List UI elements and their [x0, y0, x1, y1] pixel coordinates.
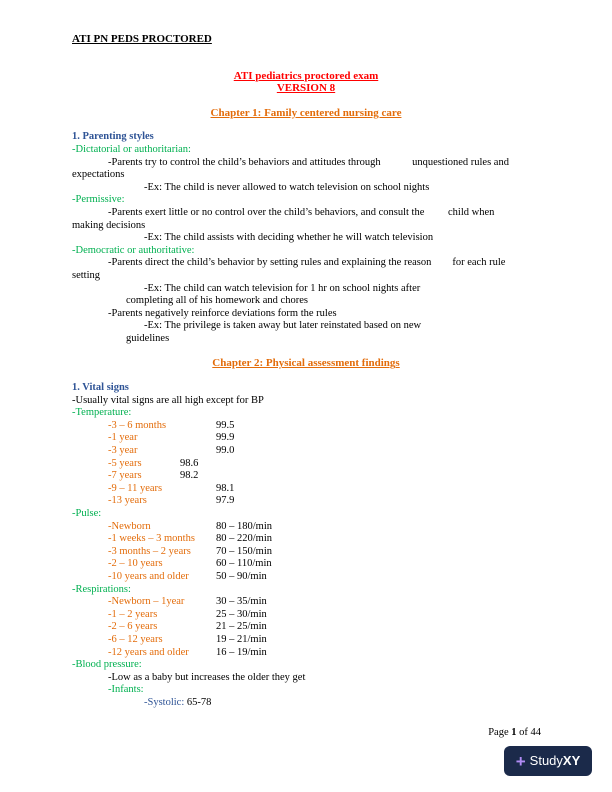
vital-row	[72, 521, 540, 534]
studyxy-logo-study: Study	[529, 752, 563, 768]
vital-row	[72, 621, 540, 634]
vital-row-value: 60 – 110/min	[216, 558, 272, 570]
vital-row-value: 98.6	[180, 457, 199, 469]
vital-row-value: 99.5	[216, 419, 235, 431]
text-line: -Blood pressure:	[72, 659, 142, 671]
vital-row-value: 98.1	[216, 482, 235, 494]
text-line: -Ex: The child can watch television for 1 hr on school nights after	[144, 282, 421, 294]
text-line: -Ex: The child assists with deciding whether he will watch television	[144, 232, 434, 244]
vital-row-value: 70 – 150/min	[216, 545, 273, 557]
studyxy-logo-xy: XY	[562, 752, 581, 768]
plus-icon: +	[515, 751, 526, 771]
document-title	[72, 70, 540, 95]
vital-row-label: -5 years	[108, 457, 142, 469]
section-heading: 1. Parenting styles	[72, 131, 154, 143]
text-line: -Low as a baby but increases the older they get	[108, 671, 306, 683]
vital-row	[72, 609, 540, 622]
vital-row-label: -9 – 11 years	[108, 482, 163, 494]
text-line: -Respirations:	[72, 583, 131, 595]
vital-row-label: -13 years	[108, 495, 147, 507]
vital-row	[72, 571, 540, 584]
text-line: -Dictatorial or authoritarian:	[72, 143, 191, 155]
vital-row	[72, 432, 540, 445]
page-footer	[488, 727, 541, 740]
footer-page-prefix: Page	[488, 727, 512, 738]
vital-row	[72, 470, 540, 483]
vital-row-label: -2 – 10 years	[108, 558, 163, 570]
vital-row-label: -1 – 2 years	[108, 608, 158, 620]
text-line: -Parents try to control the child’s behaviors and attitudes through unquestioned rules and	[108, 156, 509, 168]
vital-row-label: -10 years and older	[108, 570, 189, 582]
text-line: -Infants:	[108, 684, 144, 696]
vital-row-label: -3 months – 2 years	[108, 545, 191, 557]
vital-row-label: -12 years and older	[108, 646, 189, 658]
text-line: -Ex: The child is never allowed to watch television on school nights	[144, 181, 430, 193]
text-line: expectations	[72, 169, 125, 181]
vital-row-label: -3 year	[108, 445, 138, 457]
text-line: -Usually vital signs are all high except for BP	[72, 394, 264, 406]
vital-row	[72, 483, 540, 496]
studyxy-logo	[504, 746, 592, 776]
vital-row-value: 99.9	[216, 432, 235, 444]
vital-row	[72, 647, 540, 660]
vital-row-value: 99.0	[216, 445, 235, 457]
vital-row-value: 50 – 90/min	[216, 570, 267, 582]
vital-row-value: 97.9	[216, 495, 235, 507]
chapter-heading: Chapter 1: Family centered nursing care	[210, 106, 402, 119]
chapter-heading: Chapter 2: Physical assessment findings	[212, 357, 400, 370]
vital-row-value: 21 – 25/min	[216, 621, 267, 633]
text-line: -Parents exert little or no control over the child’s behaviors, and consult the child when	[108, 206, 495, 218]
section-heading: 1. Vital signs	[72, 382, 129, 394]
vital-row-value: 25 – 30/min	[216, 608, 267, 620]
studyxy-logo-text	[529, 752, 581, 768]
vital-row	[72, 420, 540, 433]
text-line: -Permissive:	[72, 194, 125, 206]
text-line: -Parents direct the child’s behavior by setting rules and explaining the reason for each rule	[108, 257, 506, 269]
text-line: -Pulse:	[72, 508, 102, 519]
vital-row-label: -7 years	[108, 470, 142, 482]
vital-row	[72, 596, 540, 609]
vital-row-label: -Newborn – 1year	[108, 596, 185, 608]
document-body	[72, 107, 540, 710]
text-line: -Ex: The privilege is taken away but later reinstated based on new	[144, 320, 422, 332]
vital-row-label: -Newborn	[108, 520, 151, 532]
vital-row-label: -3 – 6 months	[108, 419, 167, 431]
vital-row-label: -1 year	[108, 432, 138, 444]
document-header-title: ATI PN PEDS PROCTORED	[72, 33, 212, 45]
text-line	[72, 697, 540, 710]
vital-row-label: -2 – 6 years	[108, 621, 158, 633]
vital-row-value: 80 – 180/min	[216, 520, 273, 532]
vital-row-value: 98.2	[180, 470, 199, 482]
text-line: setting	[72, 269, 100, 281]
footer-page-middle: of	[516, 727, 531, 738]
text-line: making decisions	[72, 219, 146, 231]
vital-row-value: 80 – 220/min	[216, 533, 273, 545]
vital-row	[72, 634, 540, 647]
vital-row	[72, 546, 540, 559]
vital-row	[72, 533, 540, 546]
vital-row-label: -1 weeks – 3 months	[108, 533, 195, 545]
footer-page-number: 1	[511, 727, 517, 738]
text-line: -Temperature:	[72, 407, 132, 419]
vital-row-value: 16 – 19/min	[216, 646, 267, 658]
vital-row	[72, 445, 540, 458]
text-segment: -Systolic:	[144, 696, 185, 708]
document-title-line1: ATI pediatrics proctored exam	[233, 69, 379, 82]
text-line: -Parents negatively reinforce deviations form the rules	[108, 307, 337, 319]
vital-row	[72, 558, 540, 571]
text-line: completing all of his homework and chores	[126, 295, 308, 307]
footer-page-total: 44	[530, 727, 541, 738]
text-line: -Democratic or authoritative:	[72, 244, 195, 256]
vital-row	[72, 458, 540, 471]
document-title-line2: VERSION 8	[276, 82, 336, 95]
vital-row	[72, 495, 540, 508]
text-segment: 65-78	[184, 696, 212, 708]
vital-row-value: 30 – 35/min	[216, 596, 267, 608]
vital-row-label: -6 – 12 years	[108, 633, 163, 645]
text-line: guidelines	[126, 332, 170, 344]
vital-row-value: 19 – 21/min	[216, 633, 267, 645]
